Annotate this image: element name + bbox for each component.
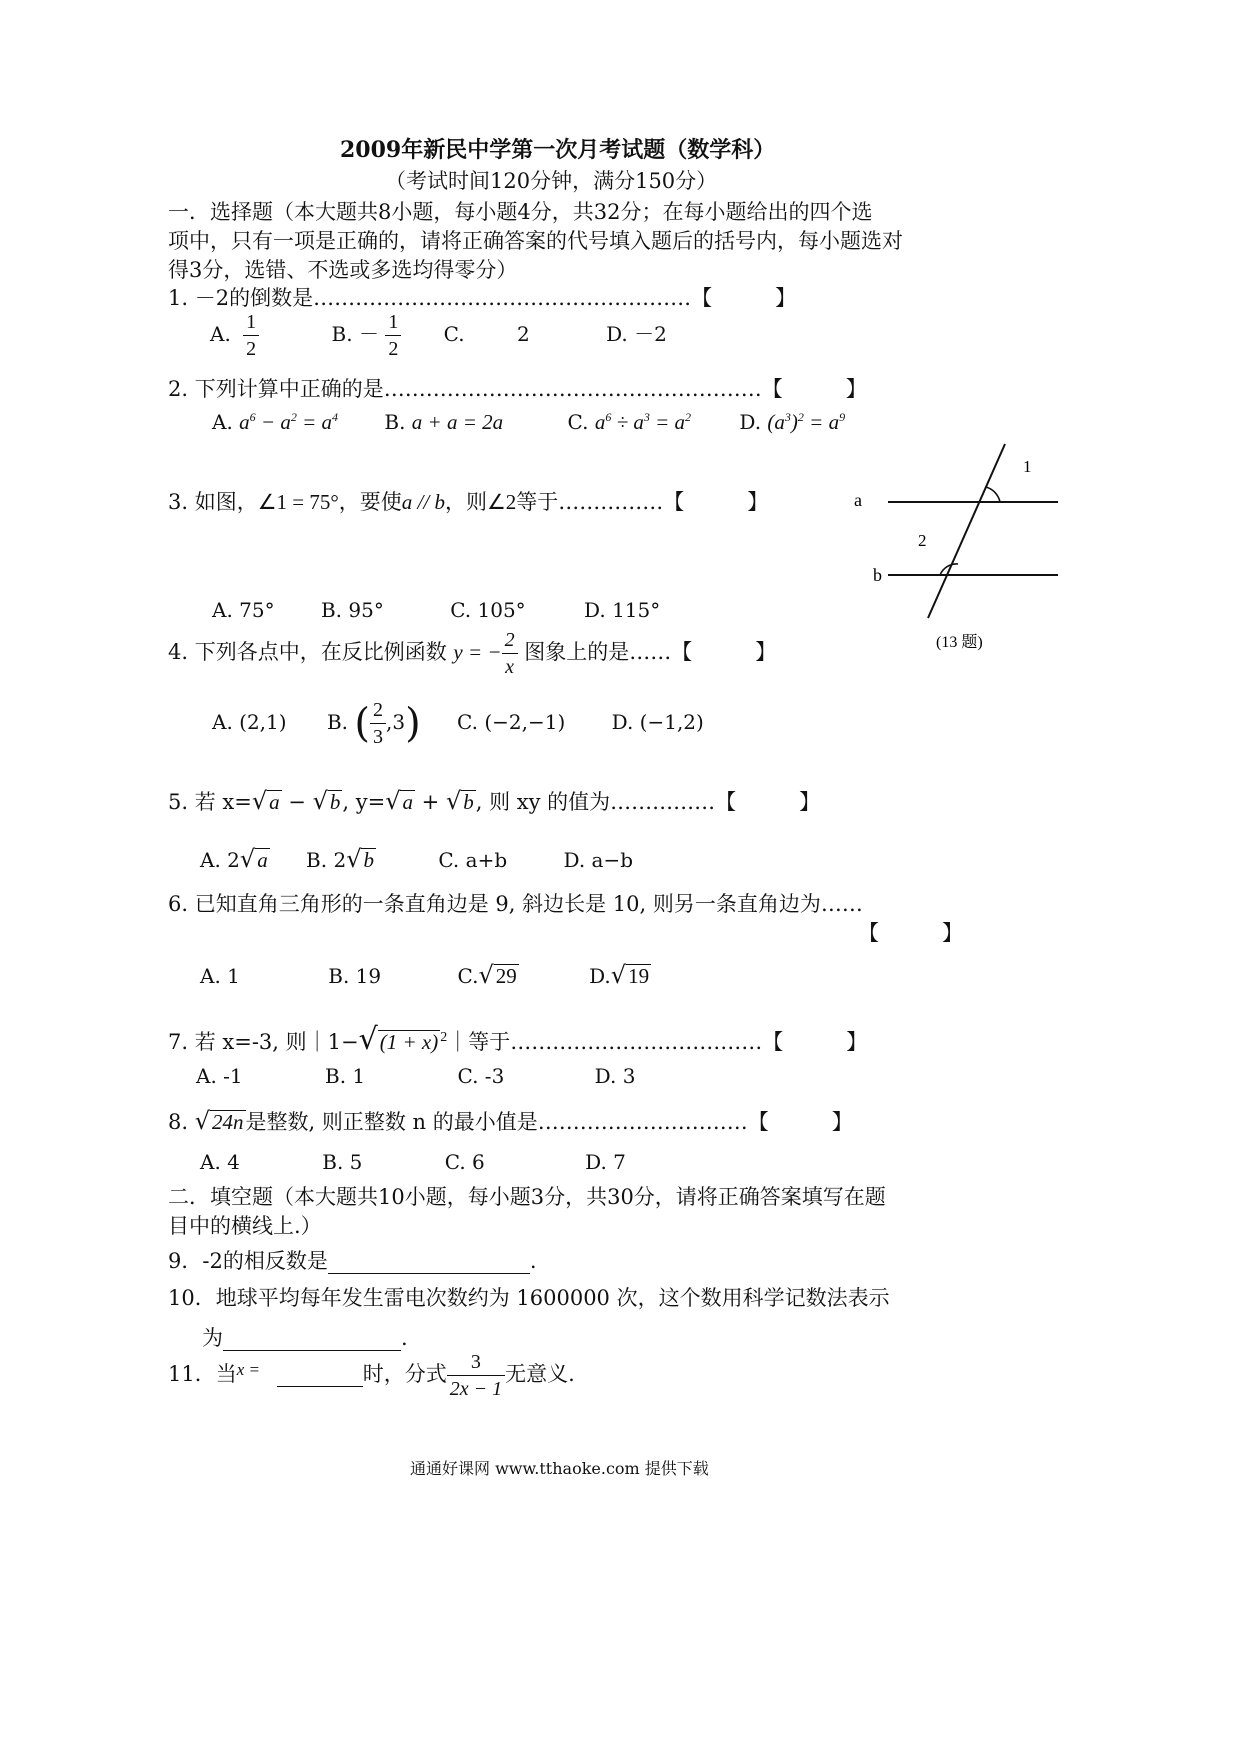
angle-1-arc — [986, 487, 1000, 502]
option-d-label: D. — [606, 322, 628, 346]
transversal-line — [928, 444, 1005, 618]
option-c-label: C. — [443, 322, 465, 346]
question-7-stem: 7. 若 x=-3, 则｜1−√(1 + x) $^2$｜等于………………………………【 】 — [168, 1022, 868, 1057]
section1-line1: 一．选择题（本大题共8小题，每小题4分，共32分；在每小题给出的四个选 — [168, 200, 873, 224]
question-7-options — [196, 1064, 635, 1088]
option-b-label: B. 2 — [306, 848, 347, 872]
option-d-label: D. — [589, 964, 611, 988]
option-d: D. 115° — [584, 598, 661, 622]
option-a: A. 1 — [200, 964, 240, 988]
parallel-lines-figure — [840, 440, 1080, 660]
option-c: C. (−2,−1) — [457, 710, 566, 734]
option-b: B. 5 — [322, 1150, 363, 1174]
question-1-options — [210, 310, 667, 361]
option-c-value: 2 — [516, 322, 530, 346]
option-d-expr: $(a^3)^2 = a^9$ — [767, 410, 846, 434]
section2-line2: 目中的横线上.） — [168, 1214, 322, 1238]
footer-text: 通通好课网 www.tthaoke.com 提供下载 — [410, 1459, 709, 1478]
label-b: b — [873, 565, 882, 585]
page-subtitle: （考试时间120分钟，满分150分） — [385, 169, 718, 193]
label-1: 1 — [1023, 457, 1032, 476]
option-c: C. 6 — [444, 1150, 485, 1174]
question-3-stem: 3. 如图，∠1 = 75°，要使a // b，则∠2等于……………【 】 — [168, 490, 769, 514]
question-3-options — [212, 598, 660, 622]
question-4-options: A. (2,1) B. ( $\frac{2}{3}$ ,3) C. (−2,−1) D. (−1,2) — [212, 699, 704, 748]
option-b-expr: a + a = 2a — [411, 410, 504, 434]
option-b-paren-open: ( — [354, 700, 370, 747]
option-b-label: B. — [326, 710, 348, 734]
question-6-bracket: 【 】 — [858, 921, 963, 945]
question-6-stem: 6. 已知直角三角形的一条直角边是 9, 斜边长是 10, 则另一条直角边为…… — [168, 892, 863, 916]
question-2-stem: 2. 下列计算中正确的是………………………………………………【 】 — [168, 377, 867, 401]
option-b-sign: － — [358, 322, 379, 346]
option-b: B. 19 — [328, 964, 382, 988]
answer-blank-11[interactable] — [277, 1362, 363, 1387]
question-6-options: A. 1 B. 19 C.√29 D.√19 — [200, 961, 650, 989]
section1-line2: 项中，只有一项是正确的，请将正确答案的代号填入题后的括号内，每小题选对 — [168, 229, 903, 253]
option-b-y: ,3 — [385, 710, 406, 734]
option-d-value: －2 — [634, 322, 667, 346]
section1-line3: 得3分，选错、不选或多选均得零分） — [168, 258, 518, 282]
option-b-fraction: $\frac{1}{2}$ — [385, 310, 401, 361]
option-c-expr: $a^6 \div a^3 = a^2$ — [594, 410, 692, 434]
question-8-options — [200, 1150, 626, 1174]
question-9: 9．-2的相反数是 . — [168, 1249, 537, 1273]
answer-blank-9[interactable] — [328, 1249, 530, 1274]
page-title: 2009年新民中学第一次月考试题（数学科） — [340, 137, 776, 163]
option-d-label: D. — [739, 410, 762, 434]
label-a: a — [854, 490, 862, 510]
option-b-paren-close: ) — [405, 700, 421, 747]
option-b: B. 1 — [325, 1064, 366, 1088]
option-b-label: B. — [384, 410, 406, 434]
option-d: D. 3 — [594, 1064, 636, 1088]
option-c: C. 105° — [450, 598, 526, 622]
question-8-stem: 8. √24n是整数, 则正整数 n 的最小值是…………………………【 】 — [168, 1107, 853, 1135]
answer-blank-10[interactable] — [223, 1326, 401, 1351]
question-5-options: A. 2√a B. 2√b C. a+b D. a−b — [200, 845, 634, 873]
option-a-label: A. — [212, 410, 233, 434]
option-d: D. a−b — [563, 848, 634, 872]
option-a: A. 4 — [200, 1150, 240, 1174]
question-5-stem: 5. 若 x=√a − √b, y=√a + √b, 则 xy 的值为……………【 】 — [168, 787, 821, 815]
question-11: 11．当$^{x =}$ 时，分式 $\frac{3}{2x - 1}$ 无意义. — [168, 1351, 575, 1400]
option-d: D. 7 — [585, 1150, 626, 1174]
question-10-line2: 为 . — [202, 1326, 408, 1350]
option-a-label: A. — [210, 322, 231, 346]
question-4-stem: 4. 下列各点中，在反比例函数 y = − $\frac{2}{x}$ 图象上的是……【 】 — [168, 629, 777, 678]
question-1-stem: 1. －2的倒数是………………………………………………【 】 — [168, 286, 797, 310]
option-c: C. a+b — [438, 848, 508, 872]
option-a-label: A. 2 — [200, 848, 240, 872]
option-b: B. 95° — [320, 598, 384, 622]
option-d: D. (−1,2) — [611, 710, 704, 734]
label-2: 2 — [918, 531, 927, 550]
figure-caption: (13 题) — [936, 634, 983, 651]
option-a: A. 75° — [212, 598, 275, 622]
option-a-expr: $a^6 - a^2 = a^4$ — [239, 410, 339, 434]
option-c-rad: 29 — [495, 964, 517, 988]
section2-line1: 二．填空题（本大题共10小题，每小题3分，共30分，请将正确答案填写在题 — [168, 1185, 886, 1209]
option-c-label: C. — [567, 410, 589, 434]
question-10-line1: 10．地球平均每年发生雷电次数约为 1600000 次，这个数用科学记数法表示 — [168, 1286, 890, 1310]
option-a-fraction: $\frac{1}{2}$ — [243, 310, 259, 361]
question-2-options — [212, 410, 845, 435]
option-b-label: B. — [331, 322, 353, 346]
option-c: C. -3 — [457, 1064, 505, 1088]
option-b-rad: b — [363, 848, 374, 872]
option-d-rad: 19 — [628, 964, 650, 988]
option-a-rad: a — [257, 848, 268, 872]
option-a: A. -1 — [196, 1064, 243, 1088]
option-c-label: C. — [457, 964, 479, 988]
option-a: A. (2,1) — [212, 710, 287, 734]
